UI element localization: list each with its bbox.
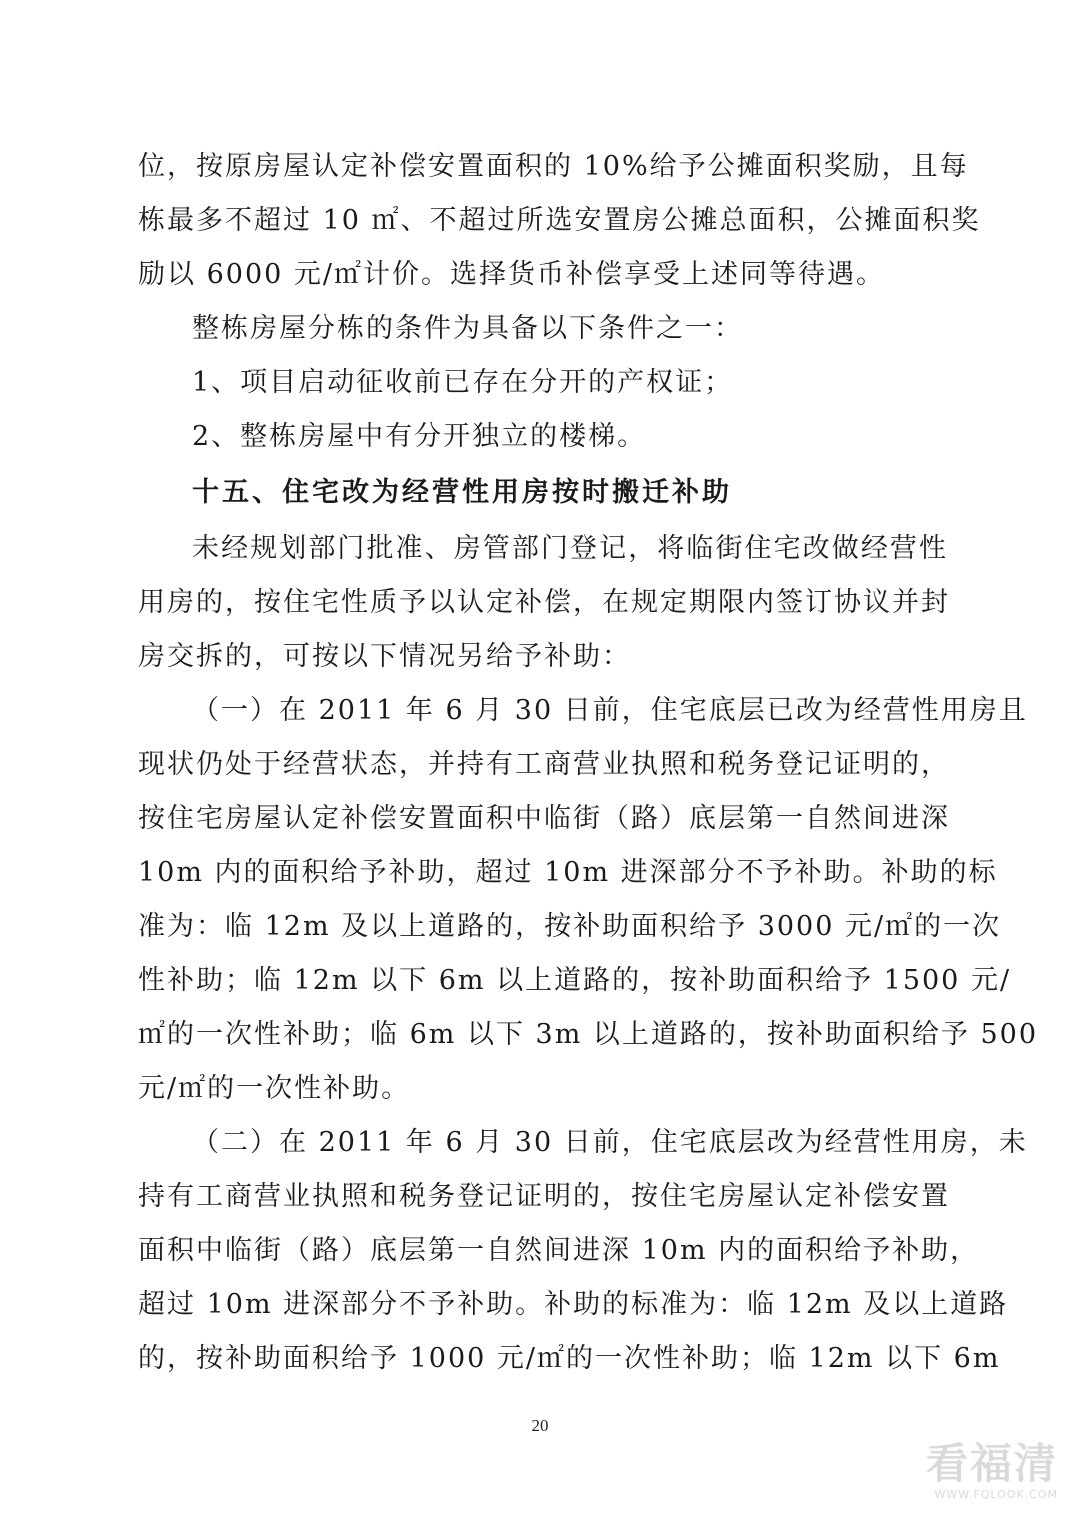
site-watermark [908, 1440, 1058, 1510]
text-line: 准为：临 12m 及以上道路的，按补助面积给予 3000 元/㎡的一次 [138, 911, 1002, 942]
text-line: （一）在 2011 年 6 月 30 日前，住宅底层已改为经营性用房且 [192, 695, 1028, 726]
watermark-url: WWW.FQLOOK.COM [934, 1488, 1058, 1501]
text-line: 现状仍处于经营状态，并持有工商营业执照和税务登记证明的， [138, 749, 950, 780]
watermark-logo-text: 看福清 [925, 1439, 1058, 1488]
list-item: 1、项目启动征收前已存在分开的产权证； [192, 367, 734, 398]
text-line: 未经规划部门批准、房管部门登记，将临街住宅改做经营性 [192, 533, 948, 564]
list-item: 2、整栋房屋中有分开独立的楼梯。 [192, 421, 647, 452]
text-line: 房交拆的，可按以下情况另给予补助： [138, 641, 631, 672]
text-line: 性补助；临 12m 以下 6m 以上道路的，按补助面积给予 1500 元/ [138, 965, 1012, 996]
text-line: 持有工商营业执照和税务登记证明的，按住宅房屋认定补偿安置 [138, 1181, 950, 1212]
text-line: （二）在 2011 年 6 月 30 日前，住宅底层改为经营性用房，未 [192, 1127, 1028, 1158]
text-line: 按住宅房屋认定补偿安置面积中临街（路）底层第一自然间进深 [138, 803, 950, 834]
text-line: 栋最多不超过 10 ㎡、不超过所选安置房公摊总面积，公摊面积奖 [138, 205, 981, 236]
page-number: 20 [531, 1416, 549, 1435]
section-heading: 十五、住宅改为经营性用房按时搬迁补助 [192, 477, 732, 508]
text-line: 整栋房屋分栋的条件为具备以下条件之一： [192, 313, 743, 344]
text-line: 面积中临街（路）底层第一自然间进深 10m 内的面积给予补助， [138, 1235, 980, 1266]
text-line: 超过 10m 进深部分不予补助。补助的标准为：临 12m 及以上道路 [138, 1289, 1009, 1320]
text-line: ㎡的一次性补助；临 6m 以下 3m 以上道路的，按补助面积给予 500 [138, 1019, 1039, 1050]
text-line: 10m 内的面积给予补助，超过 10m 进深部分不予补助。补助的标 [138, 857, 998, 888]
text-line: 位，按原房屋认定补偿安置面积的 10%给予公摊面积奖励，且每 [138, 151, 969, 182]
text-line: 用房的，按住宅性质予以认定补偿，在规定期限内签订协议并封 [138, 587, 950, 618]
text-line: 的，按补助面积给予 1000 元/㎡的一次性补助；临 12m 以下 6m [138, 1343, 1001, 1374]
text-line: 元/㎡的一次性补助。 [138, 1073, 411, 1104]
text-line: 励以 6000 元/㎡计价。选择货币补偿享受上述同等待遇。 [138, 259, 885, 290]
